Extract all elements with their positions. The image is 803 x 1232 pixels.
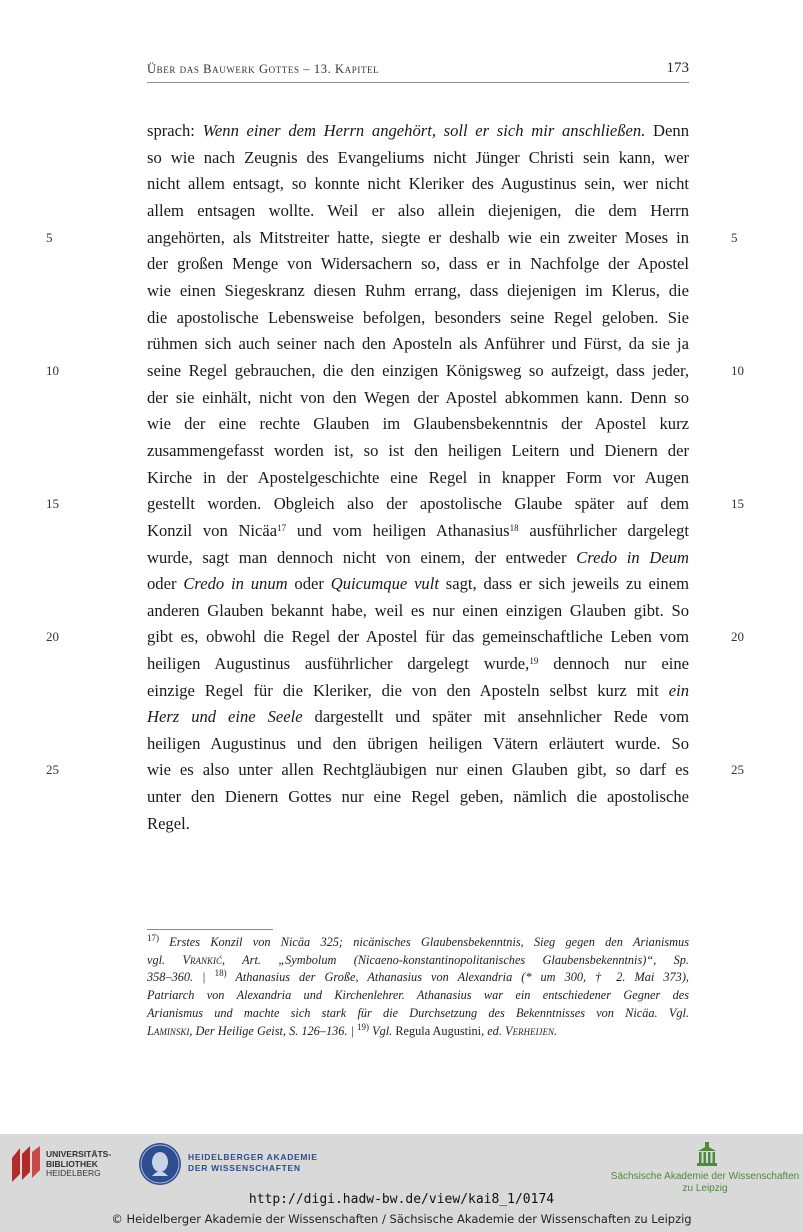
text-run: dargestellt und später mit ansehnlicher Rede vom	[302, 707, 689, 726]
footnote-line: Arianismus und machte sich stark für die Durchsetzung des Bekenntnisses von Nicäa. Vgl.	[147, 1006, 689, 1020]
author-name: Vrankić	[182, 953, 222, 967]
footnote-line	[147, 951, 689, 969]
line-number: 25	[46, 762, 59, 777]
ub-heidelberg-wordmark	[46, 1150, 111, 1179]
line-number: 15	[46, 496, 59, 511]
saw-building-icon	[696, 1142, 718, 1166]
text-line: der sie einhält, nicht von den Wegen der Apostel abkommen kann. Denn so	[147, 388, 689, 407]
quote-italic: Credo in Deum	[576, 548, 689, 567]
text-run: Erstes Konzil von Nicäa 325; nicänisches Glaubensbekenntnis, Sieg gegen den Arianismus	[159, 935, 689, 949]
text-run: dennoch nur eine	[538, 654, 689, 673]
footnote-divider	[147, 929, 273, 930]
author-name: Laminski	[147, 1024, 190, 1038]
logo-text: DER WISSENSCHAFTEN	[188, 1162, 301, 1173]
text-run: ausführlicher dargelegt	[518, 521, 689, 540]
text-run: vgl.	[147, 953, 183, 967]
footnote-line	[147, 968, 689, 986]
logo-text: HEIDELBERG	[46, 1168, 101, 1178]
footnote-ref[interactable]: 18	[509, 523, 519, 533]
text-run: wurde, sagt man dennoch nicht von einem, der entweder	[147, 548, 577, 567]
hadw-seal-icon	[139, 1143, 181, 1185]
quote-italic: Herz und eine Seele	[147, 707, 303, 726]
running-head	[147, 60, 689, 83]
author-name: Verheijen	[504, 1024, 554, 1038]
text-run: .	[553, 1024, 558, 1038]
line-number: 15	[731, 496, 744, 511]
text-line	[147, 545, 689, 571]
text-run: Vgl.	[369, 1024, 396, 1038]
footnote-marker: 19)	[357, 1022, 370, 1032]
work-title: Regula Augustini	[395, 1024, 482, 1038]
logo-text: BIBLIOTHEK	[46, 1158, 98, 1169]
logo-text: Sächsische Akademie der Wissenschaften	[610, 1171, 800, 1182]
line-number: 5	[46, 230, 53, 245]
text-line: wie einen Siegeskranz diesen Ruhm errang, dass diejenigen im Klerus, die	[147, 281, 689, 300]
ub-heidelberg-logo-icon	[8, 1144, 42, 1184]
text-run: , Der Heilige Geist, S. 126–136. |	[189, 1024, 358, 1038]
permalink-url[interactable]: http://digi.hadw-bw.de/view/kai8_1/0174	[248, 1192, 555, 1207]
text-run: sagt, dass er sich jeweils zu einem	[438, 574, 689, 593]
footnote-ref[interactable]: 19	[529, 656, 539, 666]
quote-italic: Quicumque vult	[330, 574, 439, 593]
text-line: angehörten, als Mitstreiter hatte, siegte er deshalb wie ein zweiter Moses in	[147, 228, 689, 247]
text-run: sprach:	[147, 121, 203, 140]
text-line: heiligen Augustinus und den übrigen heiligen Vätern erläutert wurde. So	[147, 734, 689, 753]
text-run: oder	[147, 574, 184, 593]
quote-italic: Wenn einer dem Herrn angehört, soll er sich mir anschließen.	[202, 121, 646, 140]
text-line: Regel.	[147, 814, 190, 833]
page-number: 173	[666, 60, 689, 76]
line-number: 5	[731, 230, 738, 245]
text-line: unter den Dienern Gottes nur eine Regel geben, nämlich die apostolische	[147, 787, 689, 806]
copyright-notice: © Heidelberger Akademie der Wissenschaften / Sächsische Akademie der Wissenschaften zu Leipzig	[111, 1212, 692, 1226]
line-number: 10	[731, 363, 744, 378]
text-run: oder	[287, 574, 331, 593]
text-line	[147, 518, 689, 544]
line-number: 10	[46, 363, 59, 378]
quote-italic: Credo in unum	[183, 574, 288, 593]
quote-italic: ein	[668, 681, 689, 700]
text-line: anderen Glauben bekannt habe, weil es nur einen einzigen Glauben gibt. So	[147, 601, 689, 620]
running-head-title: Über das Bauwerk Gottes – 13. Kapitel	[147, 62, 380, 76]
text-line	[147, 118, 689, 144]
text-line	[147, 704, 689, 730]
line-number: 20	[731, 629, 744, 644]
text-run: , ed.	[481, 1024, 505, 1038]
text-run: und vom heiligen Athanasius	[286, 521, 510, 540]
text-line: allem entsagen wollte. Weil er also allein diejenigen, die dem Herrn	[147, 201, 689, 220]
logo-text: HEIDELBERGER AKADEMIE	[188, 1152, 318, 1162]
text-line	[147, 571, 689, 597]
text-line	[147, 651, 689, 677]
text-line: wie der eine rechte Glauben im Glaubensbekenntnis der Apostel kurz	[147, 414, 689, 433]
text-run: , Art. „Symbolum (Nicaeno-konstantinopolitanisches Glaubensbekenntnis)“, Sp.	[221, 953, 689, 967]
text-line: wie es also unter allen Rechtgläubigen nur einen Glauben gibt, so darf es	[147, 760, 689, 779]
text-run: 358–360. |	[147, 970, 215, 984]
line-number: 25	[731, 762, 744, 777]
text-line: rühmen sich auch seiner nach den Aposteln als Anführer und Fürst, da sie ja	[147, 334, 689, 353]
footer-banner	[0, 1134, 803, 1232]
text-line: Kirche in der Apostelgeschichte eine Regel in knapper Form vor Augen	[147, 468, 689, 487]
text-run: heiligen Augustinus ausführlicher dargelegt wurde,	[147, 654, 530, 673]
footnote-line: Patriarch von Alexandria und Kirchenlehrer. Athanasius war ein entschiedener Gegner des	[147, 988, 689, 1002]
text-run: Konzil von Nicäa	[147, 521, 278, 540]
text-line: gibt es, obwohl die Regel der Apostel für das gemeinschaftliche Leben vom	[147, 627, 689, 646]
hadw-wordmark	[188, 1152, 318, 1173]
text-line: so wie nach Zeugnis des Evangeliums nicht Jünger Christi sein kann, wer	[147, 148, 689, 167]
text-run: einzige Regel für die Kleriker, die von den Aposteln selbst kurz mit	[147, 681, 669, 700]
text-run: Denn	[645, 121, 689, 140]
text-line: der großen Menge von Widersachern so, dass er in Nachfolge der Apostel	[147, 254, 689, 273]
logo-text: UNIVERSITÄTS-	[46, 1149, 112, 1159]
line-number: 20	[46, 629, 59, 644]
footnote-line	[147, 933, 689, 951]
text-line: seine Regel gebrauchen, die den einzigen Königsweg so aufzeigt, dass jeder,	[147, 361, 689, 380]
text-line: gestellt worden. Obgleich also der apostolische Glaube später auf dem	[147, 494, 689, 513]
text-run: Athanasius der Große, Athanasius von Alexandria (* um 300, † 2. Mai 373),	[226, 970, 689, 984]
text-line: die apostolische Lebensweise befolgen, besonders seine Regel geloben. Sie	[147, 308, 689, 327]
text-line	[147, 678, 689, 704]
footnote-ref[interactable]: 17	[277, 523, 287, 533]
footnote-marker: 17)	[147, 933, 159, 943]
text-line: nicht allem entsagt, so konnte nicht Kleriker des Augustinus sein, wer nicht	[147, 174, 689, 193]
logo-text: zu Leipzig	[682, 1183, 728, 1194]
footnote-marker: 18)	[214, 968, 227, 978]
footnote-line	[147, 1022, 689, 1040]
text-line: zusammengefasst worden ist, so ist den heiligen Leitern und Dienern der	[147, 441, 689, 460]
